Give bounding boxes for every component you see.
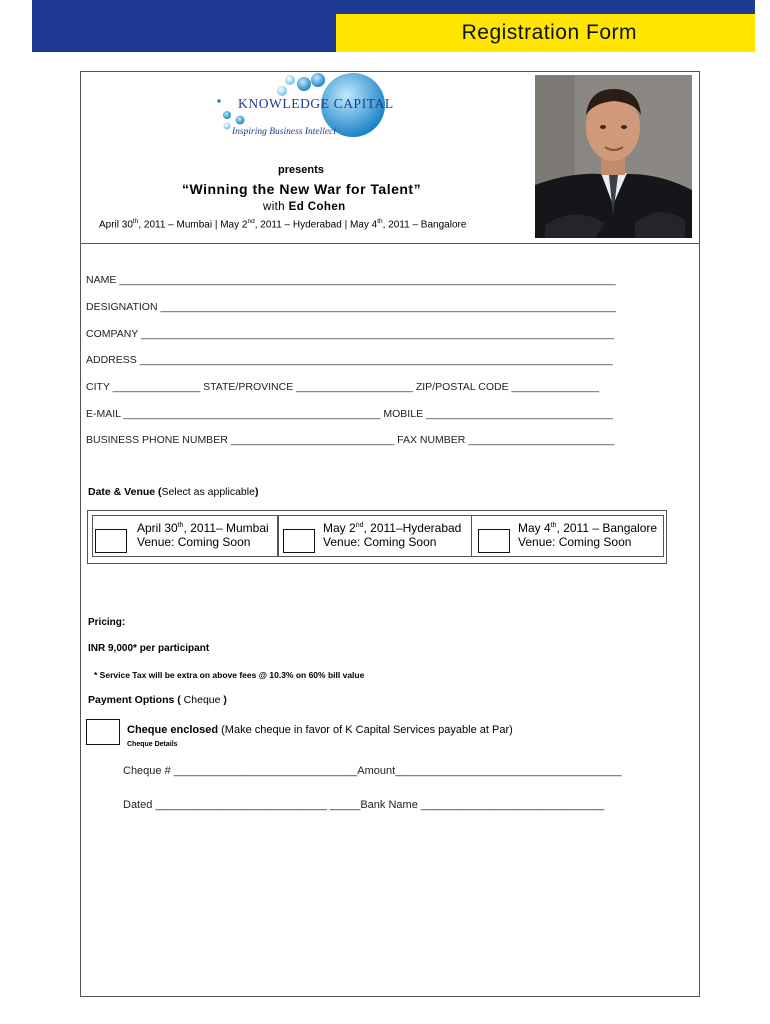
venue-date: May 4 bbox=[518, 521, 551, 535]
payment-label-normal: Cheque bbox=[180, 694, 224, 706]
venue-date: April 30 bbox=[137, 521, 178, 535]
cheque-checkbox[interactable] bbox=[86, 719, 120, 745]
venue-location: Venue: Coming Soon bbox=[323, 535, 437, 549]
payment-options-label bbox=[88, 694, 227, 706]
name-field[interactable]: NAME _____________________________________________________________________________________ bbox=[86, 274, 616, 286]
address-field[interactable]: ADDRESS _________________________________________________________________________________ bbox=[86, 354, 613, 366]
speaker-line bbox=[263, 201, 346, 213]
venue-text-mumbai bbox=[137, 519, 269, 549]
header-band bbox=[32, 0, 755, 14]
cheque-amount-row[interactable]: Cheque # ______________________________Amount_____________________________________ bbox=[123, 765, 622, 777]
header-band-left bbox=[32, 14, 336, 52]
venue-date-sup: th bbox=[550, 522, 557, 529]
venue-option-bangalore bbox=[472, 515, 664, 557]
venue-label-normal: Select as applicable bbox=[161, 486, 255, 498]
venue-label-close: ) bbox=[254, 486, 259, 498]
venue-checkbox-hyderabad[interactable] bbox=[283, 529, 315, 553]
date-1-sup: th bbox=[132, 218, 139, 225]
event-dates bbox=[99, 218, 466, 230]
venue-date-sup: th bbox=[177, 522, 184, 529]
cheque-details-label: Cheque Details bbox=[127, 741, 178, 748]
venue-option-hyderabad bbox=[278, 515, 472, 557]
dated-bank-row[interactable]: Dated ____________________________ _____Bank Name ______________________________ bbox=[123, 799, 605, 811]
email-mobile-row[interactable]: E-MAIL ____________________________________________ MOBILE ________________________________ bbox=[86, 408, 613, 420]
venue-text-hyderabad bbox=[323, 519, 461, 549]
pricing-label: Pricing: bbox=[88, 617, 126, 628]
logo-name: KNOWLEDGE CAPITAL bbox=[238, 96, 394, 111]
venue-date-sup: nd bbox=[355, 522, 364, 529]
title-box bbox=[336, 14, 755, 52]
venue-date: May 2 bbox=[323, 521, 356, 535]
with-prefix: with bbox=[263, 201, 286, 213]
date-3-sup: th bbox=[377, 218, 383, 225]
event-headline: “Winning the New War for Talent” bbox=[182, 181, 422, 197]
venue-option-mumbai bbox=[92, 515, 278, 557]
logo-tagline: Inspiring Business Intellect bbox=[232, 127, 336, 137]
presents-text: presents bbox=[278, 164, 324, 176]
date-3-rest: , 2011 – Bangalore bbox=[382, 219, 467, 231]
payment-label-close: ) bbox=[223, 694, 227, 706]
date-1-day: April 30 bbox=[99, 219, 133, 231]
venue-checkbox-mumbai[interactable] bbox=[95, 529, 127, 553]
venue-text-bangalore bbox=[518, 519, 657, 549]
tax-note: * Service Tax will be extra on above fees @ 10.3% on 60% bill value bbox=[94, 670, 365, 680]
cheque-enclosed-line bbox=[127, 724, 513, 736]
date-1-rest: , 2011 – Mumbai | May 2 bbox=[138, 219, 248, 231]
phone-fax-row[interactable]: BUSINESS PHONE NUMBER ____________________________ FAX NUMBER _________________________ bbox=[86, 434, 615, 446]
date-2-rest: , 2011 – Hyderabad | May 4 bbox=[254, 219, 378, 231]
venue-checkbox-bangalore[interactable] bbox=[478, 529, 510, 553]
speaker-photo bbox=[535, 75, 692, 238]
speaker-name: Ed Cohen bbox=[288, 201, 346, 213]
cheque-enclosed-label: Cheque enclosed bbox=[127, 724, 219, 736]
venue-label-bold: Date & Venue ( bbox=[88, 486, 162, 498]
venue-options bbox=[87, 510, 667, 564]
header-divider bbox=[80, 243, 700, 244]
venue-city: , 2011– Mumbai bbox=[183, 521, 269, 535]
venue-location: Venue: Coming Soon bbox=[137, 535, 251, 549]
date-venue-label bbox=[88, 486, 258, 498]
venue-city: , 2011–Hyderabad bbox=[363, 521, 462, 535]
designation-field[interactable]: DESIGNATION ______________________________________________________________________________ bbox=[86, 301, 616, 313]
company-field[interactable]: COMPANY _________________________________________________________________________________ bbox=[86, 328, 615, 340]
date-2-sup: nd bbox=[247, 218, 255, 225]
payment-label-bold: Payment Options ( bbox=[88, 694, 181, 706]
city-state-zip-row[interactable]: CITY _______________ STATE/PROVINCE ____________________ ZIP/POSTAL CODE _______________ bbox=[86, 381, 600, 393]
cheque-instructions: (Make cheque in favor of K Capital Services payable at Par) bbox=[218, 724, 513, 736]
price-text: INR 9,000* per participant bbox=[88, 643, 210, 654]
venue-city: , 2011 – Bangalore bbox=[556, 521, 658, 535]
venue-location: Venue: Coming Soon bbox=[518, 535, 632, 549]
page-title: Registration Form bbox=[461, 21, 637, 44]
